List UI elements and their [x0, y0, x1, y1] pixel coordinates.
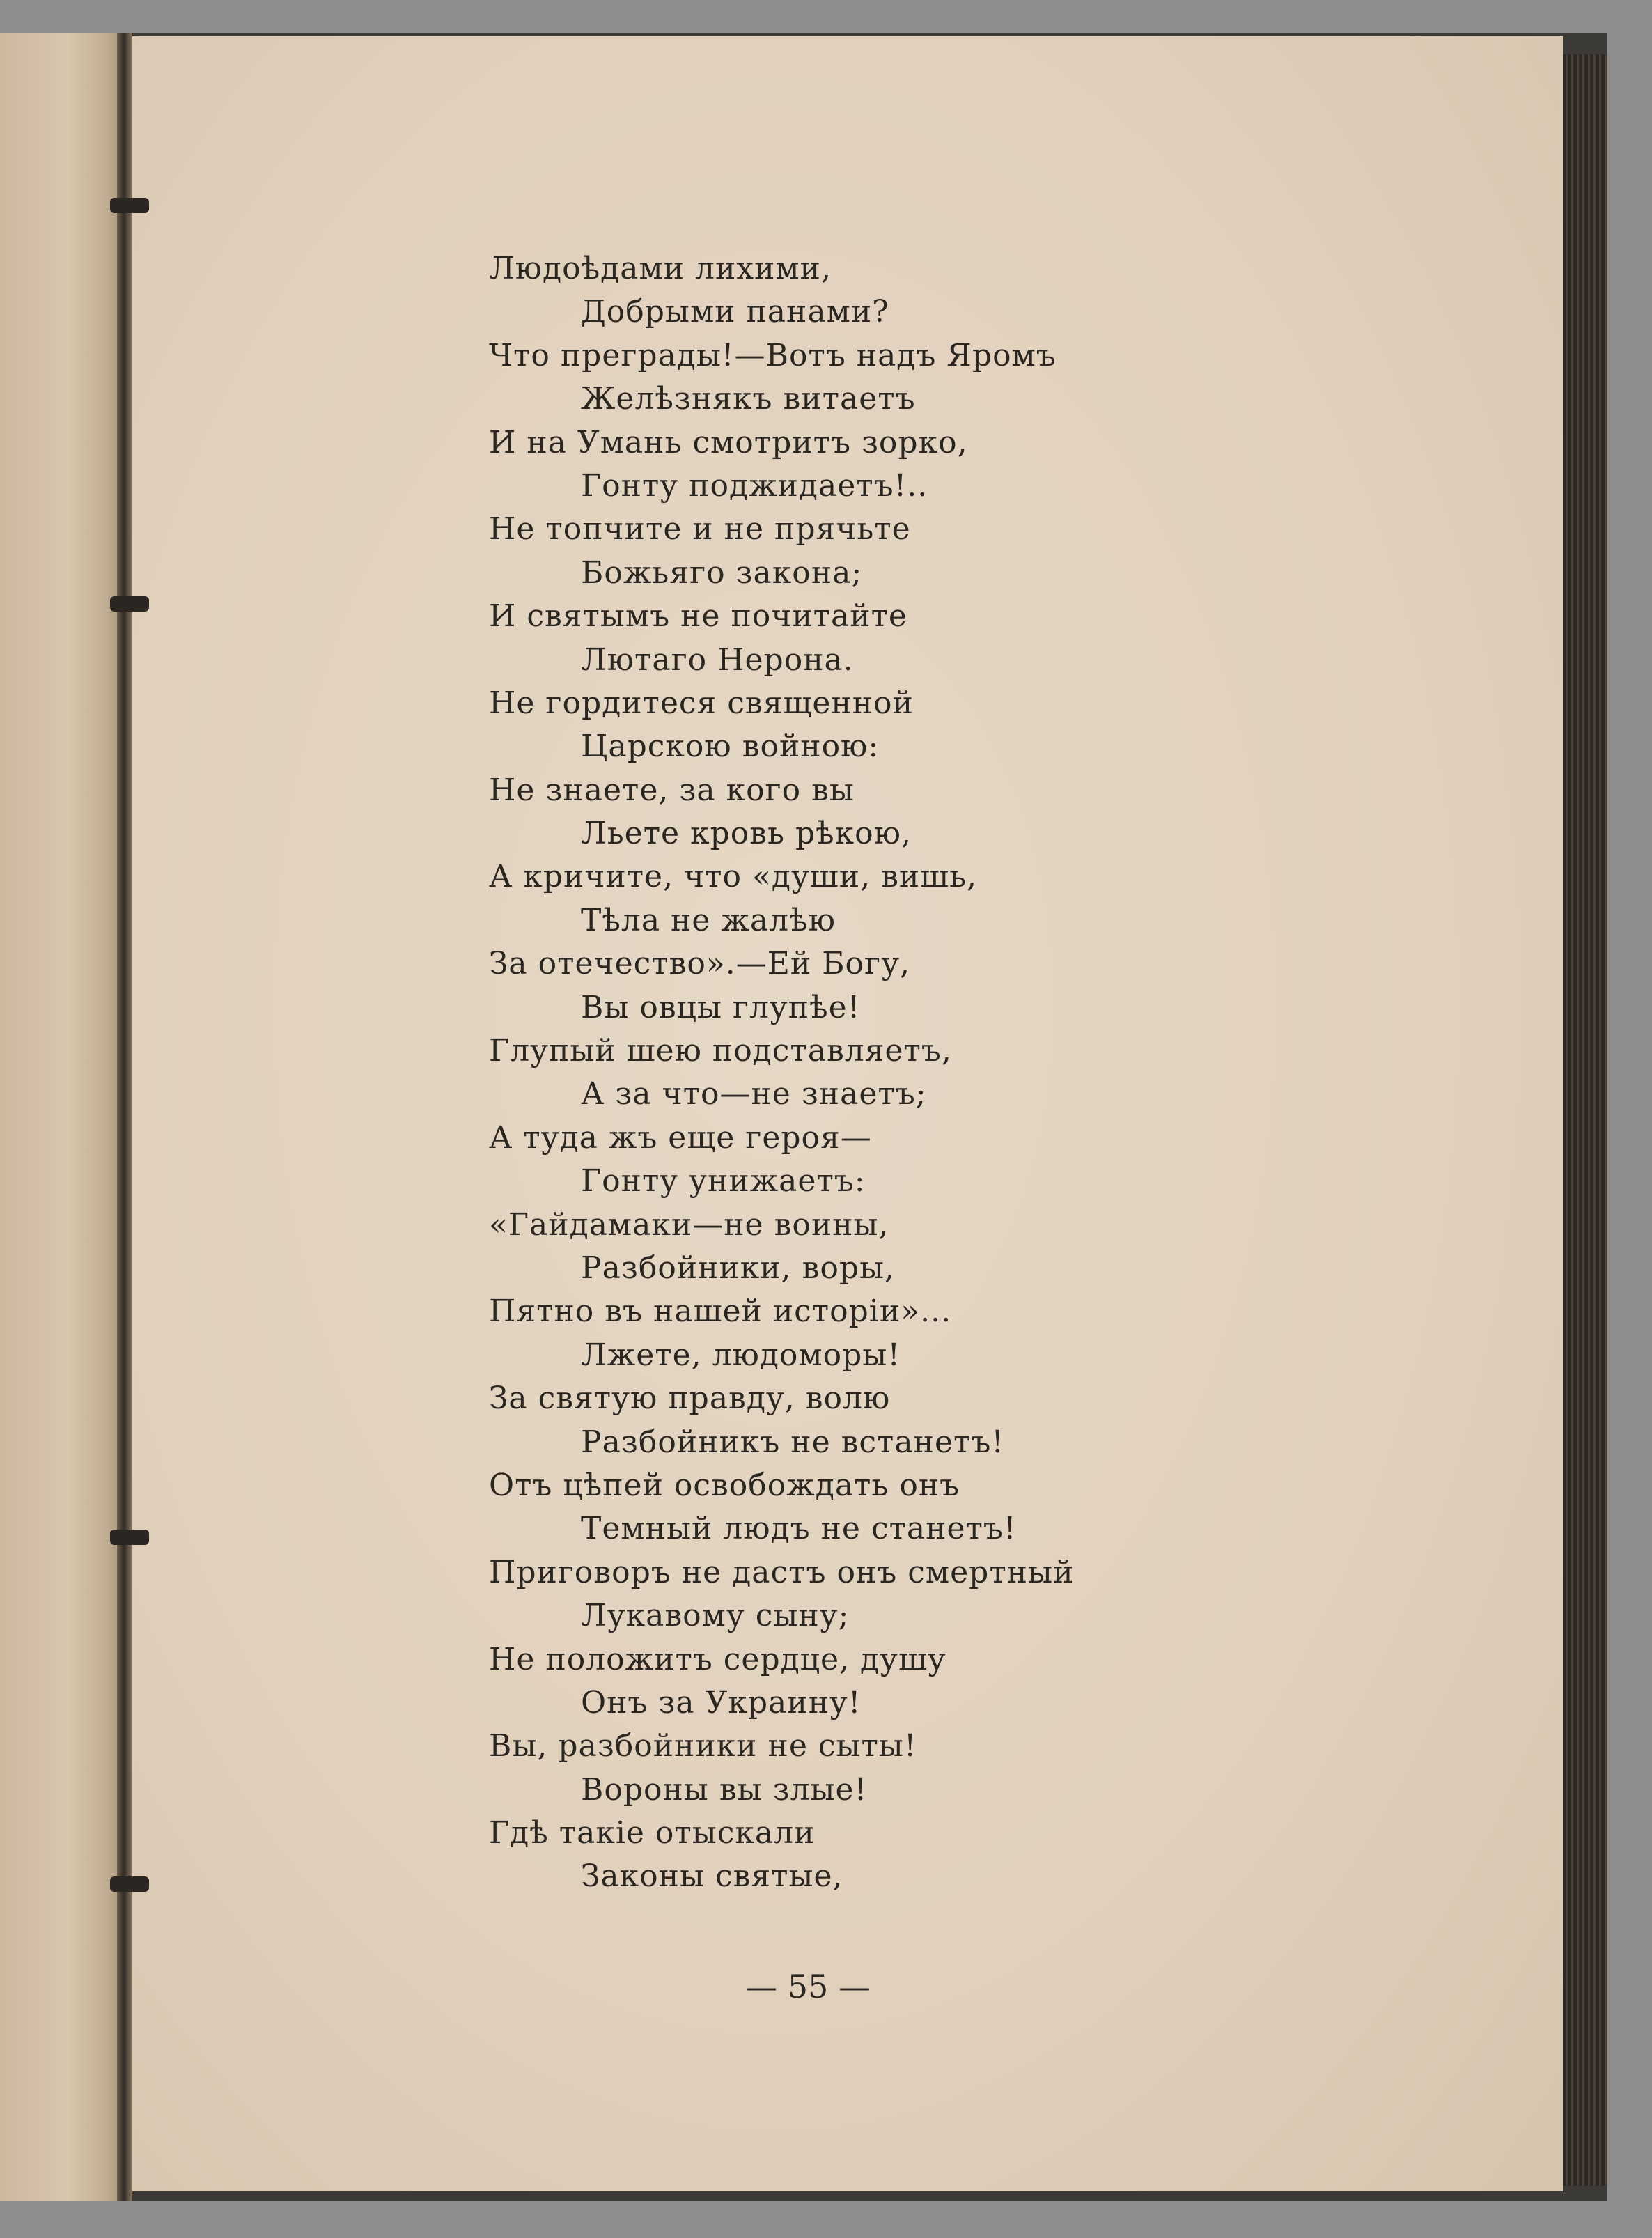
binding-stitch: [110, 596, 149, 612]
binding-stitch: [110, 1876, 149, 1892]
poem-line: Тѣла не жалѣю: [581, 902, 836, 938]
poem-line: Разбойники, воры,: [581, 1250, 896, 1286]
poem-line: Гдѣ такіе отыскали: [489, 1815, 816, 1851]
poem-line: Добрыми панами?: [581, 294, 889, 330]
poem-line: Царскою войною:: [581, 729, 880, 765]
poem-line: Лукавому сыну;: [581, 1598, 850, 1634]
poem-text: [489, 247, 1394, 1899]
poem-line: Вы, разбойники не сыты!: [489, 1728, 917, 1764]
poem-line: Не топчите и не прячьте: [489, 511, 911, 547]
poem-line: Приговоръ не дастъ онъ смертный: [489, 1554, 1075, 1590]
binding-stitch: [110, 198, 149, 213]
poem-line: Что преграды!—Вотъ надъ Яромъ: [489, 337, 1057, 373]
poem-line: Вы овцы глупѣе!: [581, 989, 861, 1025]
page-number: — 55 —: [745, 1968, 871, 2005]
poem-line: Законы святые,: [581, 1858, 843, 1895]
poem-line: Лютаго Нерона.: [581, 642, 854, 678]
left-page-edge: [0, 33, 124, 2201]
poem-line: За святую правду, волю: [489, 1381, 891, 1417]
poem-line: Отъ цѣпей освобождать онъ: [489, 1467, 960, 1503]
poem-line: Не гордитеся священной: [489, 685, 914, 721]
poem-line: Льете кровь рѣкою,: [581, 816, 912, 852]
poem-line: И на Умань смотритъ зорко,: [489, 424, 968, 460]
poem-line: Пятно въ нашей исторіи»...: [489, 1293, 952, 1330]
poem-line: Онъ за Украину!: [581, 1684, 862, 1720]
poem-line: Глупый шею подставляетъ,: [489, 1033, 952, 1069]
poem-line: Божьяго закона;: [581, 554, 863, 591]
scan-background-bottom: [0, 2201, 1652, 2238]
binding-stitch: [110, 1530, 149, 1545]
poem-line: Людоѣдами лихими,: [489, 251, 832, 286]
scan-background-top: [0, 0, 1652, 33]
poem-line: Гонту унижаетъ:: [581, 1163, 866, 1199]
poem-line: За отечество».—Ей Богу,: [489, 946, 910, 982]
scan-background-right: [1607, 0, 1652, 2238]
poem-line: Темный людъ не станетъ!: [581, 1511, 1017, 1547]
poem-line: Вороны вы злые!: [581, 1771, 868, 1808]
poem-line: Разбойникъ не встанетъ!: [581, 1424, 1004, 1460]
poem-line: И святымъ не почитайте: [489, 598, 907, 635]
poem-line: Не знаете, за кого вы: [489, 772, 855, 808]
poem-line: Желѣзнякъ витаетъ: [581, 381, 916, 417]
poem-line: «Гайдамаки—не воины,: [489, 1206, 889, 1243]
poem-line: А за что—не знаетъ;: [581, 1076, 927, 1112]
poem-line: Гонту поджидаетъ!..: [581, 467, 928, 504]
poem-line: А туда жъ еще героя—: [489, 1119, 872, 1156]
poem-line: А кричите, что «души, вишь,: [489, 859, 978, 895]
poem-line: Не положитъ сердце, душу: [489, 1641, 946, 1677]
poem-line: Лжете, людоморы!: [581, 1337, 901, 1373]
page-edges: [1563, 54, 1607, 2186]
